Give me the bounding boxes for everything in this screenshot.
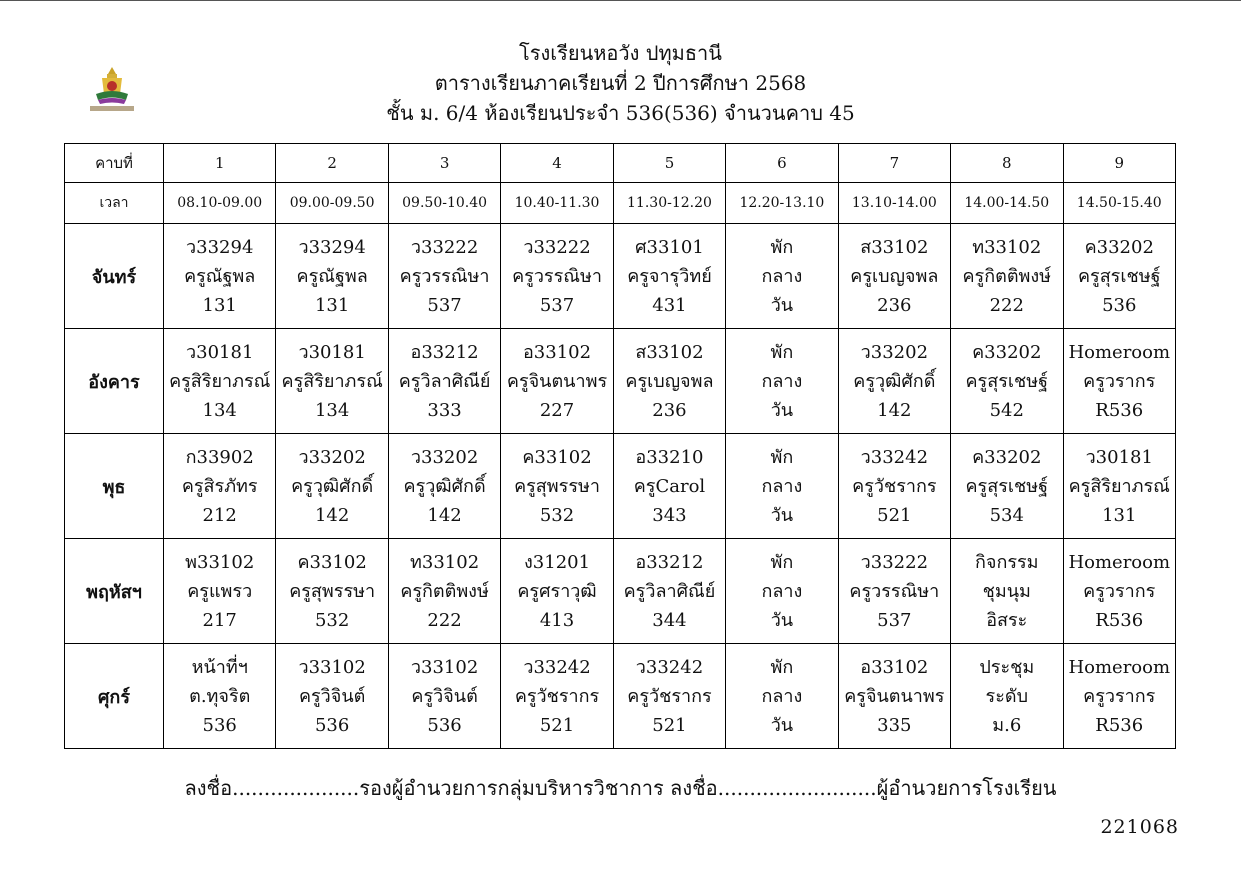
timetable-cell: [951, 539, 1063, 644]
subject-code: ว33202: [410, 446, 479, 468]
signature-line: ลงชื่อ....................รองผู้อำนวยการกลุ่มบริหารวิชาการ ลงชื่อ.........................ผู้อำนวยการโรงเรียน: [184, 776, 1057, 800]
room-number: 521: [539, 714, 575, 736]
subject-code: ค33202: [972, 446, 1042, 468]
room-number: 212: [202, 504, 237, 526]
teacher-name: ครูวุฒิศักดิ์: [291, 475, 374, 497]
subject-code: ว33242: [635, 656, 704, 678]
room-number: 134: [314, 399, 350, 421]
timetable-cell: [501, 644, 613, 749]
timetable-cell: [726, 224, 838, 329]
teacher-name: ครูเบญจพล: [850, 265, 939, 287]
time-slot: 14.00-14.50: [951, 183, 1063, 224]
timetable-cell: [838, 434, 950, 539]
time-label: เวลา: [65, 183, 164, 224]
teacher-name: ครูณัฐพล: [184, 265, 256, 287]
timetable-cell: [164, 644, 276, 749]
timetable-cell: [951, 329, 1063, 434]
timetable-cell: [613, 539, 725, 644]
teacher-name: กลาง: [761, 475, 803, 497]
teacher-name: ครูวรรณิษา: [512, 265, 602, 287]
subject-code: ว33222: [523, 236, 591, 258]
subject-code: ประชุม: [979, 656, 1035, 678]
day-row: [65, 224, 1176, 329]
timetable-cell: [613, 224, 725, 329]
period-number: 8: [951, 144, 1063, 183]
teacher-name: ต.ทุจริต: [189, 685, 251, 707]
teacher-name: ครูวิลาศิณีย์: [398, 370, 491, 392]
room-number: 227: [539, 399, 575, 421]
room-number: 142: [314, 504, 350, 526]
timetable-cell: [164, 329, 276, 434]
class-info: ชั้น ม. 6/4 ห้องเรียนประจำ 536(536) จำนวนคาบ 45: [386, 101, 855, 125]
day-row: [65, 434, 1176, 539]
teacher-name: ครูวรรณิษา: [399, 265, 490, 287]
room-number: 222: [427, 609, 462, 631]
timetable-body: [65, 144, 1176, 749]
room-number: 537: [539, 294, 575, 316]
teacher-name: ครูวัชรากร: [514, 685, 600, 707]
timetable-cell: [164, 434, 276, 539]
timetable-cell: [388, 539, 500, 644]
room-number: 344: [652, 609, 687, 631]
timetable-header: [0, 38, 1241, 128]
day-name: จันทร์: [65, 224, 164, 329]
subject-code: พัก: [770, 551, 794, 573]
time-slot: 09.00-09.50: [276, 183, 388, 224]
term-title: ตารางเรียนภาคเรียนที่ 2 ปีการศึกษา 2568: [434, 71, 807, 95]
time-slot: 08.10-09.00: [164, 183, 276, 224]
teacher-name: ครูวรากร: [1083, 580, 1156, 602]
room-number: 542: [989, 399, 1024, 421]
subject-code: ว33242: [860, 446, 929, 468]
subject-code: ค33102: [522, 446, 592, 468]
period-number: 9: [1063, 144, 1176, 183]
teacher-name: ระดับ: [985, 685, 1028, 707]
room-number: 534: [989, 504, 1024, 526]
period-number: 6: [726, 144, 838, 183]
subject-code: ว33294: [298, 236, 366, 258]
time-slot: 10.40-11.30: [501, 183, 613, 224]
room-number: 131: [202, 294, 237, 316]
subject-code: ว30181: [186, 341, 254, 363]
timetable-cell: [388, 329, 500, 434]
subject-code: ส33102: [635, 341, 704, 363]
time-slot: 13.10-14.00: [838, 183, 950, 224]
timetable-cell: [951, 644, 1063, 749]
room-number: วัน: [770, 714, 794, 736]
timetable-cell: [726, 644, 838, 749]
subject-code: พัก: [770, 656, 794, 678]
timetable-cell: [613, 434, 725, 539]
timetable-cell: [726, 539, 838, 644]
timetable-cell: [838, 329, 950, 434]
teacher-name: ครูเบญจพล: [625, 370, 714, 392]
room-number: วัน: [770, 294, 794, 316]
room-number: 521: [877, 504, 912, 526]
room-number: 131: [314, 294, 350, 316]
day-row: [65, 329, 1176, 434]
room-number: วัน: [770, 504, 794, 526]
teacher-name: ครูวุฒิศักดิ์: [403, 475, 486, 497]
time-slot: 09.50-10.40: [388, 183, 500, 224]
room-number: 532: [539, 504, 575, 526]
subject-code: ศ33101: [635, 236, 704, 258]
room-number: 333: [427, 399, 462, 421]
teacher-name: กลาง: [761, 370, 803, 392]
timetable-cell: [276, 434, 388, 539]
document-code: 221068: [1100, 816, 1179, 838]
teacher-name: ครูกิตติพงษ์: [400, 580, 489, 602]
room-number: R536: [1095, 399, 1144, 421]
subject-code: ว30181: [298, 341, 366, 363]
room-number: 236: [652, 399, 687, 421]
timetable-cell: [613, 644, 725, 749]
timetable-cell: [276, 644, 388, 749]
teacher-name: ครูวรากร: [1083, 685, 1156, 707]
subject-code: พัก: [770, 446, 794, 468]
school-name: โรงเรียนหอวัง ปทุมธานี: [519, 41, 722, 65]
room-number: 537: [427, 294, 462, 316]
room-number: วัน: [770, 609, 794, 631]
teacher-name: ครูแพรว: [187, 580, 253, 602]
timetable-cell: [1063, 329, 1176, 434]
time-slot: 14.50-15.40: [1063, 183, 1176, 224]
timetable-cell: [501, 539, 613, 644]
top-border-line: [0, 0, 1241, 1]
room-number: 536: [427, 714, 462, 736]
teacher-name: ครูสุพรรษา: [514, 475, 600, 497]
teacher-name: ครูสิรภัทร: [181, 475, 258, 497]
timetable-cell: [501, 329, 613, 434]
period-number: 1: [164, 144, 276, 183]
teacher-name: ครูศราวุฒิ: [517, 580, 597, 602]
teacher-name: ครูสุรเชษฐ์: [965, 475, 1049, 497]
period-number: 2: [276, 144, 388, 183]
teacher-name: ครูสุรเชษฐ์: [1077, 265, 1161, 287]
subject-code: หน้าที่ฯ: [191, 656, 248, 678]
subject-code: ท33102: [972, 236, 1042, 258]
timetable-cell: [501, 434, 613, 539]
room-number: 536: [314, 714, 350, 736]
subject-code: ค33102: [297, 551, 367, 573]
timetable-cell: [726, 329, 838, 434]
subject-code: อ33210: [635, 446, 704, 468]
room-number: 413: [539, 609, 575, 631]
teacher-name: ครูจินตนาพร: [506, 370, 608, 392]
subject-code: ง31201: [524, 551, 591, 573]
subject-code: พัก: [770, 236, 794, 258]
teacher-name: กลาง: [761, 685, 803, 707]
timetable-cell: [951, 434, 1063, 539]
teacher-name: ครูณัฐพล: [296, 265, 368, 287]
teacher-name: ครูวุฒิศักดิ์: [853, 370, 936, 392]
subject-code: ว33222: [860, 551, 929, 573]
room-number: 236: [877, 294, 912, 316]
teacher-name: ครูวรรณิษา: [849, 580, 940, 602]
teacher-name: ครูวัชรากร: [852, 475, 937, 497]
subject-code: ว33294: [186, 236, 254, 258]
subject-code: อ33102: [860, 656, 929, 678]
room-number: ม.6: [992, 714, 1022, 736]
subject-code: Homeroom: [1068, 341, 1171, 363]
period-number: 3: [388, 144, 500, 183]
time-slot: 12.20-13.10: [726, 183, 838, 224]
room-number: 142: [877, 399, 912, 421]
timetable-cell: [501, 224, 613, 329]
class-timetable: [64, 143, 1176, 749]
room-number: 536: [1102, 294, 1137, 316]
room-number: 521: [652, 714, 687, 736]
teacher-name: ครูวรากร: [1083, 370, 1156, 392]
teacher-name: ครูสิริยาภรณ์: [1068, 475, 1170, 497]
teacher-name: ครูวัชรากร: [627, 685, 712, 707]
timetable-cell: [951, 224, 1063, 329]
room-number: 134: [202, 399, 237, 421]
room-number: อิสระ: [986, 609, 1028, 631]
room-number: R536: [1095, 714, 1144, 736]
subject-code: ค33202: [972, 341, 1042, 363]
room-number: 335: [877, 714, 912, 736]
subject-code: Homeroom: [1068, 551, 1171, 573]
room-number: 131: [1102, 504, 1137, 526]
timetable-cell: [276, 329, 388, 434]
teacher-name: ครูสุรเชษฐ์: [965, 370, 1049, 392]
room-number: 536: [202, 714, 237, 736]
subject-code: ว33242: [523, 656, 591, 678]
subject-code: ว33102: [410, 656, 479, 678]
timetable-cell: [726, 434, 838, 539]
time-row: [65, 183, 1176, 224]
timetable-cell: [388, 644, 500, 749]
subject-code: ว33102: [298, 656, 366, 678]
teacher-name: ครูวิจินต์: [298, 685, 366, 707]
day-row: [65, 644, 1176, 749]
subject-code: อ33212: [410, 341, 479, 363]
subject-code: ว30181: [1085, 446, 1153, 468]
timetable-cell: [276, 539, 388, 644]
day-name: ศุกร์: [65, 644, 164, 749]
subject-code: ท33102: [410, 551, 480, 573]
timetable-cell: [388, 224, 500, 329]
subject-code: ค33202: [1084, 236, 1154, 258]
teacher-name: ครูวิจินต์: [411, 685, 478, 707]
subject-code: พ33102: [185, 551, 255, 573]
room-number: 537: [877, 609, 912, 631]
timetable-cell: [1063, 644, 1176, 749]
room-number: R536: [1095, 609, 1144, 631]
subject-code: Homeroom: [1068, 656, 1171, 678]
period-number: 4: [501, 144, 613, 183]
teacher-name: ครูกิตติพงษ์: [962, 265, 1052, 287]
period-row: [65, 144, 1176, 183]
period-number: 5: [613, 144, 725, 183]
teacher-name: ชุมนุม: [982, 580, 1031, 602]
teacher-name: กลาง: [761, 580, 803, 602]
subject-code: กิจกรรม: [975, 551, 1039, 573]
room-number: 217: [202, 609, 237, 631]
subject-code: พัก: [770, 341, 794, 363]
teacher-name: ครูวิลาศิณีย์: [623, 580, 716, 602]
teacher-name: ครูสิริยาภรณ์: [169, 370, 271, 392]
room-number: วัน: [770, 399, 794, 421]
room-number: 431: [652, 294, 687, 316]
subject-code: ว33202: [298, 446, 366, 468]
subject-code: อ33212: [635, 551, 704, 573]
subject-code: ส33102: [860, 236, 929, 258]
timetable-cell: [838, 224, 950, 329]
teacher-name: กลาง: [761, 265, 803, 287]
timetable-cell: [388, 434, 500, 539]
timetable-cell: [838, 644, 950, 749]
teacher-name: ครูCarol: [633, 475, 706, 497]
subject-code: ว33202: [860, 341, 929, 363]
subject-code: ว33222: [410, 236, 479, 258]
teacher-name: ครูจินตนาพร: [844, 685, 945, 707]
subject-code: ก33902: [185, 446, 254, 468]
time-slot: 11.30-12.20: [613, 183, 725, 224]
timetable-cell: [1063, 224, 1176, 329]
day-name: พุธ: [65, 434, 164, 539]
day-row: [65, 539, 1176, 644]
teacher-name: ครูสุพรรษา: [289, 580, 376, 602]
timetable-cell: [1063, 539, 1176, 644]
timetable-cell: [164, 224, 276, 329]
day-name: อังคาร: [65, 329, 164, 434]
room-number: 142: [427, 504, 462, 526]
teacher-name: ครูจารุวิทย์: [627, 265, 712, 287]
day-name: พฤหัสฯ: [65, 539, 164, 644]
timetable-cell: [838, 539, 950, 644]
room-number: 222: [989, 294, 1024, 316]
room-number: 343: [652, 504, 687, 526]
timetable-cell: [164, 539, 276, 644]
period-number: 7: [838, 144, 950, 183]
timetable-cell: [1063, 434, 1176, 539]
timetable-cell: [613, 329, 725, 434]
subject-code: อ33102: [522, 341, 592, 363]
teacher-name: ครูสิริยาภรณ์: [281, 370, 383, 392]
period-label: คาบที่: [65, 144, 164, 183]
timetable-cell: [276, 224, 388, 329]
room-number: 532: [314, 609, 350, 631]
